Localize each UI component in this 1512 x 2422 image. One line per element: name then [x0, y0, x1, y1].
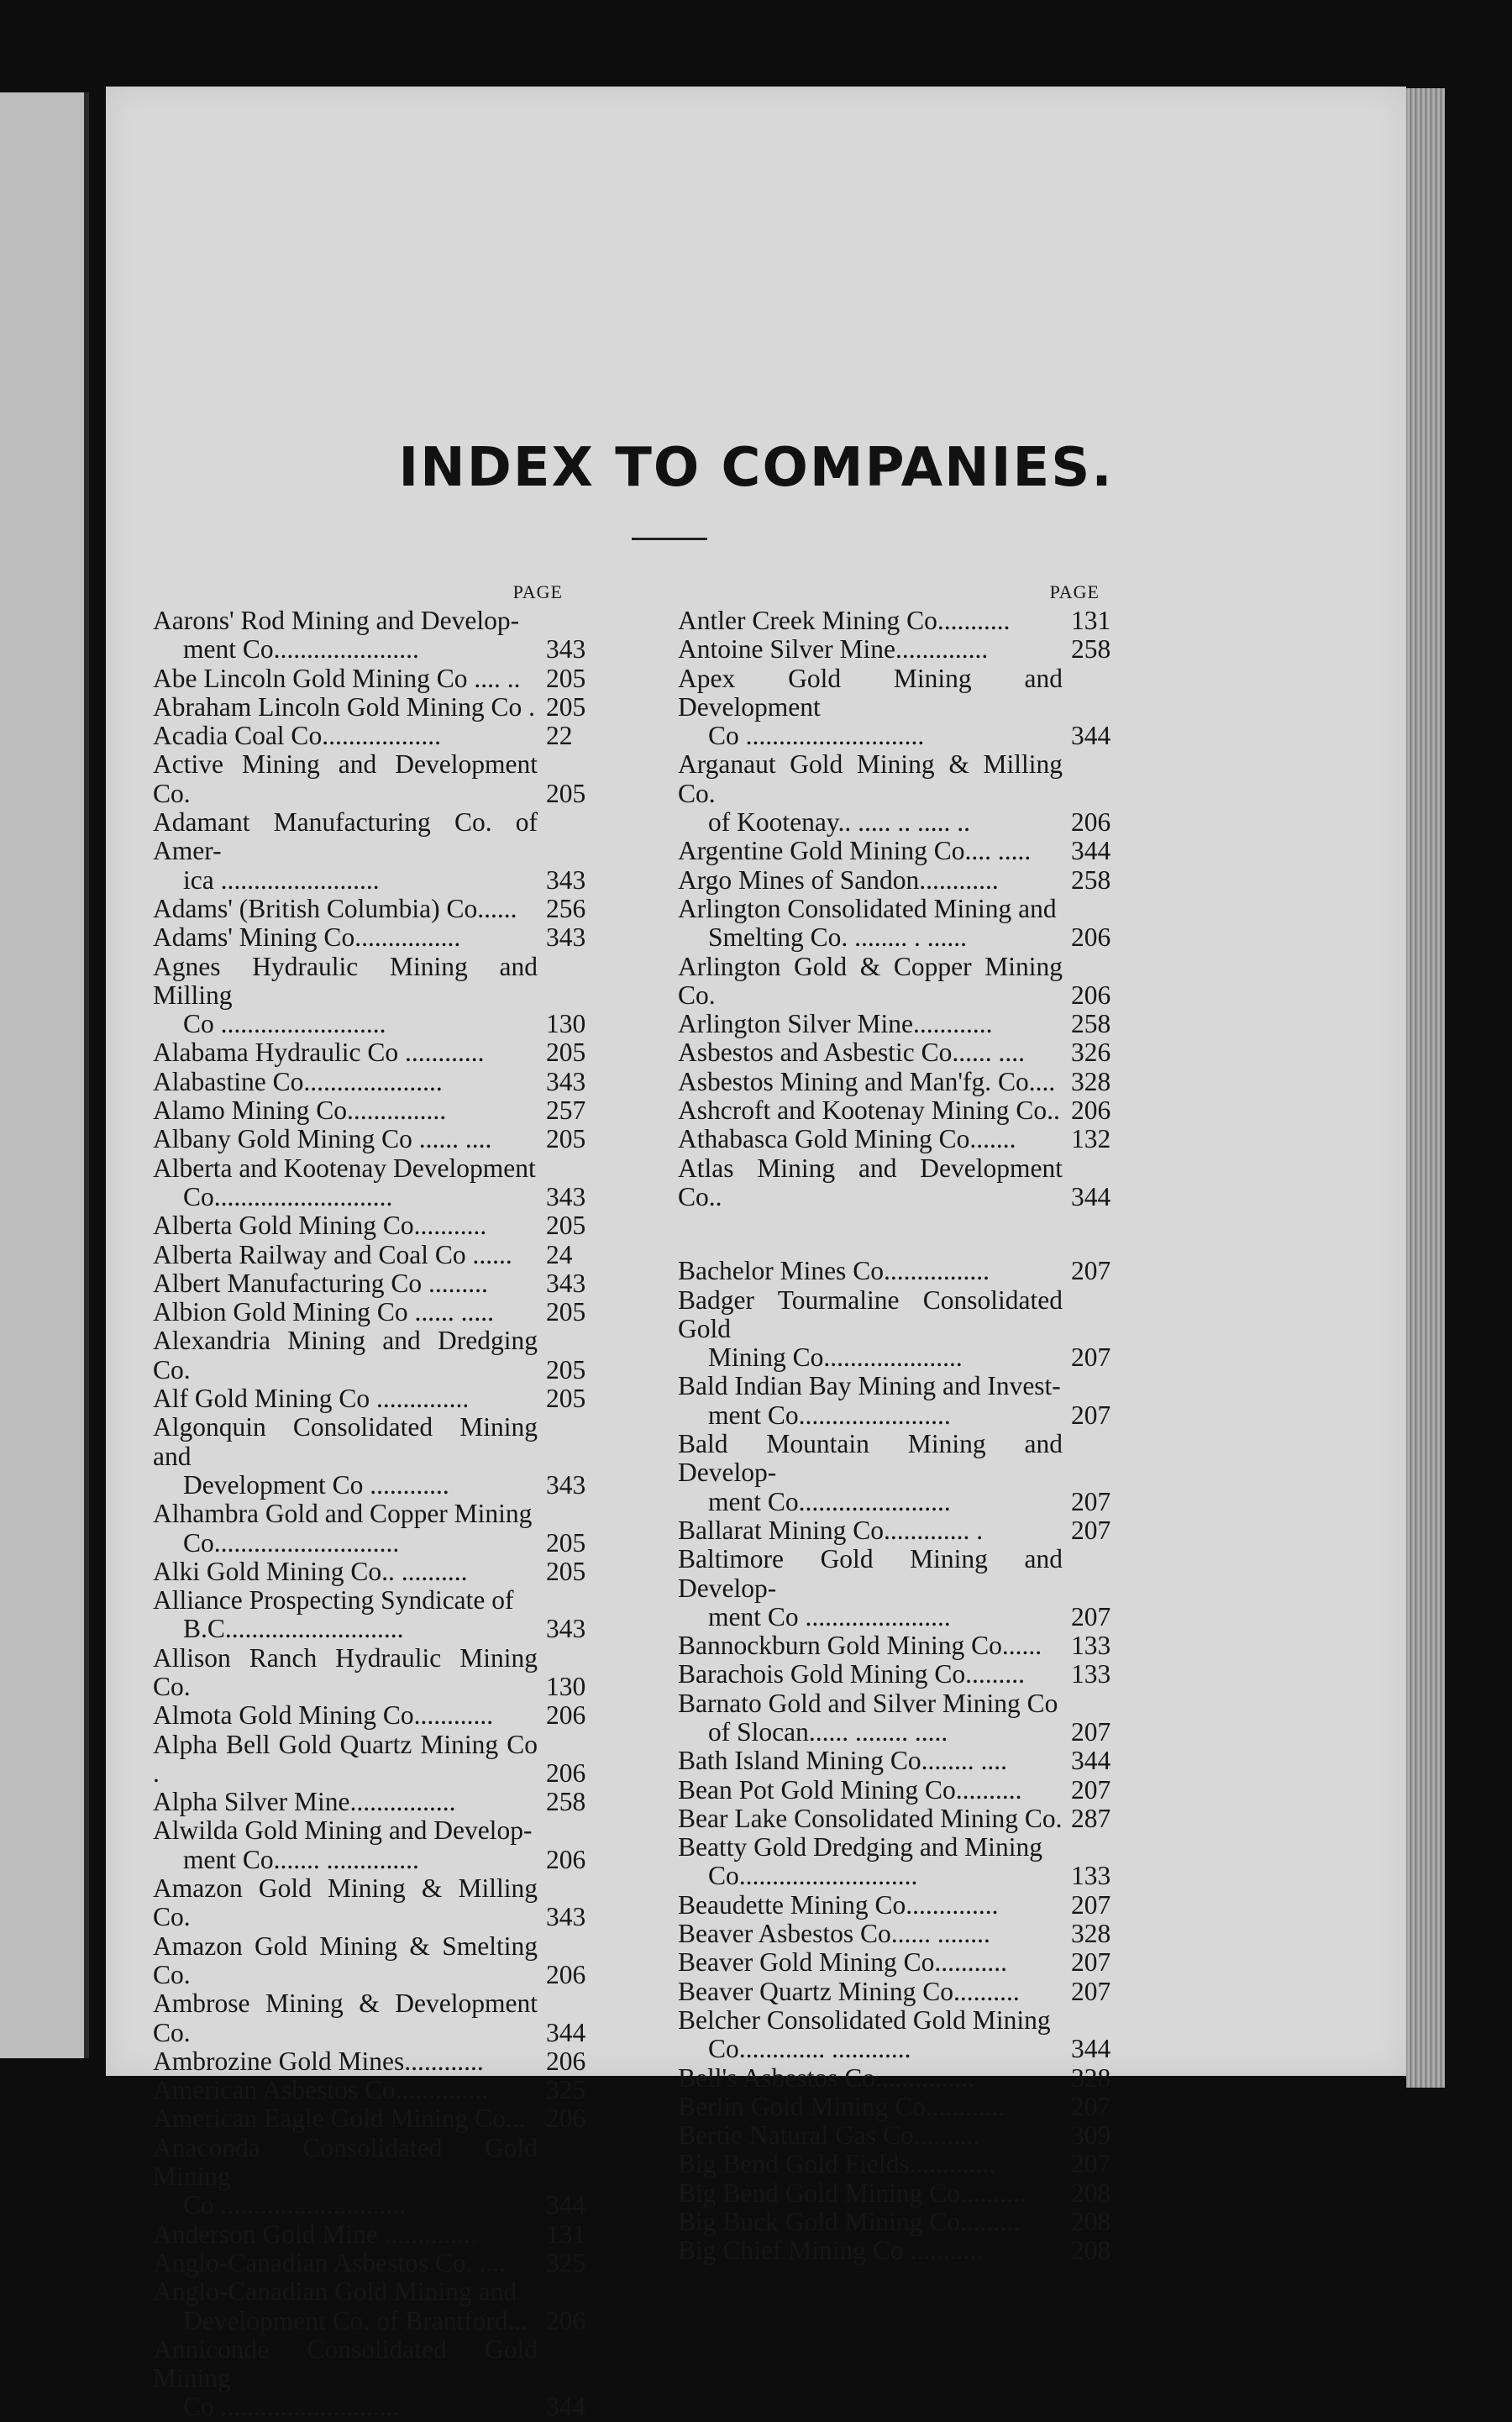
entry-name: Big Bend Gold Mining Co..........	[678, 2178, 1026, 2208]
entry-name: Anglo-Canadian Asbestos Co. ....	[153, 2247, 506, 2278]
entry-name: Beatty Gold Dredging and Mining	[678, 1832, 1042, 1862]
entry-page-number: 326	[1071, 1038, 1111, 1068]
entry-page-number: 207	[1071, 2149, 1111, 2179]
index-entry	[678, 1805, 1123, 1833]
entry-name: Beaver Asbestos Co...... ........	[678, 1919, 990, 1949]
entry-page-number: 22	[546, 721, 573, 751]
entry-name: Albert Manufacturing Co .........	[153, 1268, 488, 1298]
entry-continuation: Co...........................	[708, 1861, 918, 1891]
index-entry	[678, 895, 1123, 953]
entry-name: Bear Lake Consolidated Mining Co.	[678, 1803, 1063, 1833]
entry-name: Argentine Gold Mining Co.... .....	[678, 836, 1032, 866]
entry-name: Big Buck Gold Mining Co.........	[678, 2207, 1020, 2237]
index-entry	[678, 2064, 1123, 2093]
entry-page-number: 257	[546, 1095, 586, 1126]
entry-page-number: 205	[546, 691, 586, 722]
entry-list-left	[153, 607, 598, 2422]
index-entry	[153, 1327, 598, 1384]
entry-continuation: Development Co. of Brantford...	[183, 2305, 528, 2335]
index-entry	[153, 2047, 598, 2076]
entry-continuation: Co ...........................	[708, 721, 925, 751]
index-entry	[678, 1776, 1123, 1805]
entry-page-number: 207	[1071, 1486, 1111, 1516]
entry-name: Beaver Gold Mining Co...........	[678, 1947, 1007, 1978]
entry-name: Bald Mountain Mining and Develop-	[678, 1429, 1063, 1488]
entry-name: Amazon Gold Mining & Smelting Co.	[153, 1931, 538, 1989]
entry-name: Atlas Mining and Development Co..	[678, 1153, 1063, 1211]
entry-page-number: 343	[546, 1614, 586, 1644]
index-entry	[153, 722, 598, 750]
entry-page-number: 206	[546, 2046, 586, 2076]
entry-name: Abraham Lincoln Gold Mining Co .	[153, 691, 535, 722]
index-entry	[678, 837, 1123, 865]
entry-page-number: 344	[1071, 721, 1111, 751]
entry-name: Antler Creek Mining Co...........	[678, 606, 1011, 635]
index-entry	[678, 953, 1123, 1011]
index-entry	[678, 1125, 1123, 1153]
entry-continuation: Mining Co.....................	[708, 1342, 963, 1373]
entry-name: Arlington Gold & Copper Mining Co.	[678, 951, 1063, 1010]
entry-page-number: 206	[546, 1757, 586, 1788]
index-entry	[153, 1241, 598, 1269]
entry-name: Algonquin Consolidated Mining and	[153, 1412, 538, 1471]
entry-name: Asbestos and Asbestic Co...... ....	[678, 1038, 1025, 1068]
index-entry	[153, 1298, 598, 1327]
entry-page-number: 206	[546, 2305, 586, 2335]
entry-name: Beaver Quartz Mining Co..........	[678, 1976, 1020, 2006]
page-stack-edge	[1406, 88, 1445, 2088]
entry-name: Bertie Natural Gas Co..........	[678, 2120, 980, 2151]
entry-name: Apex Gold Mining and Development	[678, 663, 1063, 722]
entry-page-number: 205	[546, 1297, 586, 1327]
entry-page-number: 344	[1071, 1746, 1111, 1776]
entry-page-number: 206	[546, 2104, 586, 2134]
entry-name: Aarons' Rod Mining and Develop-	[153, 606, 520, 635]
index-entry	[153, 2278, 598, 2335]
entry-page-number: 343	[546, 634, 586, 665]
index-entry	[678, 1286, 1123, 1373]
entry-page-number: 207	[1071, 1976, 1111, 2006]
entry-page-number: 208	[1071, 2207, 1111, 2237]
index-entry	[678, 1154, 1123, 1212]
entry-name: Alpha Bell Gold Quartz Mining Co .	[153, 1729, 538, 1788]
entry-name: Adams' Mining Co................	[153, 922, 461, 953]
entry-page-number: 205	[546, 1384, 586, 1414]
page-column-heading: PAGE	[1049, 581, 1100, 602]
entry-page-number: 343	[546, 1268, 586, 1298]
entry-page-number: 207	[1071, 1889, 1111, 1920]
entry-name: Alwilda Gold Mining and Develop-	[153, 1815, 533, 1846]
entry-page-number: 207	[1071, 1601, 1111, 1631]
entry-page-number: 344	[546, 2017, 586, 2047]
entry-page-number: 287	[1071, 1803, 1111, 1833]
entry-page-number: 344	[1071, 2034, 1111, 2064]
page-title: INDEX TO COMPANIES.	[398, 437, 1114, 499]
entry-page-number: 207	[1071, 1400, 1111, 1430]
entry-name: Alliance Prospecting Syndicate of	[153, 1585, 514, 1616]
entry-page-number: 343	[546, 1181, 586, 1211]
entry-page-number: 207	[1071, 2091, 1111, 2121]
index-entry	[678, 1545, 1123, 1631]
entry-name: Badger Tourmaline Consolidated Gold	[678, 1285, 1063, 1343]
index-entry	[678, 1891, 1123, 1920]
entry-name: Alpha Silver Mine................	[153, 1787, 456, 1817]
entry-page-number: 206	[1071, 807, 1111, 838]
index-entry	[678, 2121, 1123, 2150]
entry-name: Albion Gold Mining Co ...... .....	[153, 1297, 495, 1327]
entry-page-number: 133	[1071, 1631, 1111, 1661]
index-entry	[153, 1068, 598, 1096]
index-entry	[153, 607, 598, 665]
index-entry	[153, 2104, 598, 2133]
entry-continuation: B.C...........................	[183, 1614, 404, 1644]
entry-page-number: 343	[546, 864, 586, 895]
entry-page-number: 205	[546, 1124, 586, 1154]
page-column-heading: PAGE	[512, 581, 563, 602]
entry-page-number: 207	[1071, 1716, 1111, 1747]
index-entry	[153, 2220, 598, 2249]
entry-name: Argo Mines of Sandon............	[678, 864, 999, 895]
entry-name: Bell's Asbestos Co...............	[678, 2062, 975, 2093]
entry-name: Bachelor Mines Co................	[678, 1256, 990, 1286]
entry-page-number: 325	[546, 2247, 586, 2278]
entry-name: Adamant Manufacturing Co. of Amer-	[153, 807, 538, 866]
index-entry	[153, 1788, 598, 1816]
facing-page-edge	[0, 92, 89, 2058]
entry-page-number: 205	[546, 1354, 586, 1384]
entry-page-number: 344	[546, 2392, 586, 2422]
entry-continuation: Co ............................	[183, 2190, 407, 2220]
index-entry	[153, 1874, 598, 1932]
entry-name: Anderson Gold Mine ..............	[153, 2219, 477, 2249]
index-entry	[678, 1372, 1123, 1430]
index-entry	[153, 1384, 598, 1413]
index-entry	[153, 1096, 598, 1125]
entry-page-number: 205	[546, 1527, 586, 1558]
index-entry	[678, 1948, 1123, 1977]
entry-page-number: 206	[546, 1959, 586, 1989]
entry-page-number: 207	[1071, 1515, 1111, 1545]
entry-page-number: 343	[546, 1469, 586, 1500]
entry-name: Anaconda Consolidated Gold Mining	[153, 2132, 538, 2192]
index-entry	[153, 1038, 598, 1067]
index-entry	[678, 2093, 1123, 2121]
entry-name: Berlin Gold Mining Co............	[678, 2091, 1005, 2121]
entry-name: Almota Gold Mining Co............	[153, 1700, 494, 1731]
entry-page-number: 208	[1071, 2178, 1111, 2208]
entry-name: Amazon Gold Mining & Milling Co.	[153, 1873, 538, 1932]
entry-page-number: 206	[1071, 1095, 1111, 1126]
index-entry	[678, 2179, 1123, 2208]
entry-page-number: 205	[546, 663, 586, 693]
entry-name: Anniconde Consolidated Gold Mining	[153, 2334, 538, 2393]
entry-continuation: Co............................	[183, 1527, 400, 1558]
entry-page-number: 258	[1071, 1009, 1111, 1039]
index-entry	[678, 750, 1123, 837]
index-entry	[153, 1701, 598, 1730]
index-entry	[678, 1430, 1123, 1516]
entry-continuation: ica ........................	[183, 864, 380, 895]
index-entry	[153, 1644, 598, 1702]
entry-continuation: of Kootenay.. ..... .. ..... ..	[708, 807, 971, 838]
entry-page-number: 205	[546, 778, 586, 808]
entry-page-number: 328	[1071, 1919, 1111, 1949]
entry-name: Barnato Gold and Silver Mining Co	[678, 1688, 1058, 1718]
entry-name: Alhambra Gold and Copper Mining	[153, 1499, 533, 1529]
entry-page-number: 343	[546, 1066, 586, 1096]
index-entry	[153, 2134, 598, 2220]
entry-continuation: ment Co.......................	[708, 1486, 951, 1516]
index-entry	[678, 866, 1123, 895]
entry-page-number: 24	[546, 1239, 573, 1269]
entry-name: American Eagle Gold Mining Co...	[153, 2104, 526, 2134]
index-entry	[153, 693, 598, 722]
index-entry	[153, 665, 598, 693]
entry-name: Alf Gold Mining Co ..............	[153, 1384, 470, 1414]
entry-name: Alabama Hydraulic Co ............	[153, 1038, 485, 1068]
entry-page-number: 205	[546, 1211, 586, 1241]
entry-name: Anglo-Canadian Gold Mining and	[153, 2277, 517, 2307]
index-entry	[678, 1010, 1123, 1038]
index-entry	[678, 1096, 1123, 1125]
entry-name: Alberta and Kootenay Development	[153, 1153, 536, 1183]
entry-name: Alberta Railway and Coal Co ......	[153, 1239, 512, 1269]
entry-page-number: 343	[546, 1902, 586, 1932]
entry-name: Asbestos Mining and Man'fg. Co....	[678, 1066, 1056, 1096]
entry-name: Ambrose Mining & Development Co.	[153, 1989, 538, 2047]
entry-name: Bath Island Mining Co........ ....	[678, 1746, 1007, 1776]
index-entry	[678, 665, 1123, 751]
entry-page-number: 206	[1071, 922, 1111, 953]
entry-continuation: Development Co ............	[183, 1469, 449, 1500]
index-entry	[153, 1125, 598, 1153]
entry-continuation: Smelting Co. ........ . ......	[708, 922, 968, 953]
entry-page-number: 344	[1071, 1181, 1111, 1211]
index-entry	[678, 2150, 1123, 2178]
entry-continuation: Co .........................	[183, 1009, 386, 1039]
index-entry	[153, 953, 598, 1039]
entry-name: Alexandria Mining and Dredging Co.	[153, 1326, 538, 1384]
entry-name: Antoine Silver Mine..............	[678, 634, 989, 665]
entry-name: Albany Gold Mining Co ...... ....	[153, 1124, 492, 1154]
index-entry	[678, 607, 1123, 635]
entry-page-number: 206	[546, 1844, 586, 1874]
index-entry	[153, 1989, 598, 2047]
index-entry	[678, 635, 1123, 664]
entry-name: Ambrozine Gold Mines............	[153, 2046, 484, 2076]
index-entry	[153, 1932, 598, 1990]
index-entry	[153, 808, 598, 895]
index-entry	[678, 1747, 1123, 1775]
entry-page-number: 206	[546, 1700, 586, 1731]
entry-name: Adams' (British Columbia) Co......	[153, 893, 517, 923]
entry-page-number: 205	[546, 1556, 586, 1586]
entry-name: Bannockburn Gold Mining Co......	[678, 1631, 1042, 1661]
entry-name: Bean Pot Gold Mining Co..........	[678, 1774, 1022, 1805]
entry-page-number: 343	[546, 922, 586, 953]
entry-name: Barachois Gold Mining Co.........	[678, 1659, 1025, 1689]
entry-page-number: 344	[546, 2190, 586, 2220]
entry-page-number: 207	[1071, 1256, 1111, 1286]
index-column-left	[153, 580, 598, 2422]
entry-name: Big Bend Gold Fields.............	[678, 2149, 996, 2179]
index-entry	[678, 2006, 1123, 2064]
index-entry	[153, 1211, 598, 1240]
index-entry	[678, 1038, 1123, 1067]
index-entry	[153, 1500, 598, 1558]
index-entry	[153, 2076, 598, 2104]
title-rule	[632, 538, 707, 540]
entry-name: Alabastine Co.....................	[153, 1066, 443, 1096]
index-entry	[678, 2208, 1123, 2236]
entry-page-number: 205	[546, 1038, 586, 1068]
index-entry	[678, 1660, 1123, 1689]
entry-page-number: 206	[1071, 980, 1111, 1010]
entry-continuation: ment Co ......................	[708, 1601, 951, 1631]
index-entry	[153, 895, 598, 923]
index-entry	[678, 1516, 1123, 1545]
entry-name: Agnes Hydraulic Mining and Milling	[153, 951, 538, 1010]
entry-page-number: 132	[1071, 1124, 1111, 1154]
entry-name: Arlington Silver Mine............	[678, 1009, 993, 1039]
entry-name: Abe Lincoln Gold Mining Co .... ..	[153, 663, 521, 693]
entry-continuation: of Slocan...... ........ .....	[708, 1716, 948, 1747]
entry-page-number: 256	[546, 893, 586, 923]
entry-name: Bald Indian Bay Mining and Invest-	[678, 1371, 1061, 1401]
entry-page-number: 130	[546, 1671, 586, 1701]
index-entry	[153, 1154, 598, 1212]
entry-page-number: 328	[1071, 2062, 1111, 2093]
index-entry	[153, 1269, 598, 1298]
entry-page-number: 258	[546, 1787, 586, 1817]
entry-page-number: 207	[1071, 1342, 1111, 1373]
entry-name: Athabasca Gold Mining Co.......	[678, 1124, 1016, 1154]
index-entry	[153, 1558, 598, 1586]
entry-page-number: 328	[1071, 1066, 1111, 1096]
entry-continuation: Co...........................	[183, 1181, 393, 1211]
index-entry	[678, 1978, 1123, 2006]
entry-page-number: 208	[1071, 2235, 1111, 2266]
index-entry	[153, 1413, 598, 1500]
entry-name: Arganaut Gold Mining & Milling Co.	[678, 749, 1063, 808]
entry-name: Belcher Consolidated Gold Mining	[678, 2004, 1051, 2035]
entry-name: Baltimore Gold Mining and Develop-	[678, 1544, 1063, 1603]
entry-name: Active Mining and Development Co.	[153, 749, 538, 808]
index-entry	[678, 1920, 1123, 1948]
entry-name: Beaudette Mining Co..............	[678, 1889, 999, 1920]
entry-name: Ashcroft and Kootenay Mining Co..	[678, 1095, 1060, 1126]
section-gap	[678, 1211, 1123, 1257]
entry-page-number: 130	[546, 1009, 586, 1039]
index-entry	[678, 1257, 1123, 1285]
entry-page-number: 133	[1071, 1659, 1111, 1689]
entry-name: Acadia Coal Co..................	[153, 721, 441, 751]
entry-page-number: 131	[546, 2219, 586, 2249]
entry-page-number: 258	[1071, 634, 1111, 665]
entry-page-number: 207	[1071, 1947, 1111, 1978]
index-entry	[153, 1586, 598, 1644]
entry-page-number: 344	[1071, 836, 1111, 866]
index-entry	[678, 1631, 1123, 1660]
entry-name: American Asbestos Co..............	[153, 2075, 488, 2105]
entry-continuation: ment Co.......................	[708, 1400, 951, 1430]
entry-name: Alki Gold Mining Co.. ..........	[153, 1556, 468, 1586]
index-column-right	[678, 580, 1123, 2266]
entry-page-number: 309	[1071, 2120, 1111, 2151]
index-entry	[153, 2335, 598, 2422]
entry-name: Alberta Gold Mining Co...........	[153, 1211, 487, 1241]
entry-page-number: 133	[1071, 1861, 1111, 1891]
entry-continuation: ment Co....... ..............	[183, 1844, 419, 1874]
index-entry	[678, 2236, 1123, 2265]
entry-name: Ballarat Mining Co............. .	[678, 1515, 984, 1545]
index-entry	[153, 1816, 598, 1874]
entry-name: Allison Ranch Hydraulic Mining Co.	[153, 1642, 538, 1701]
index-entry	[153, 750, 598, 808]
entry-list-right	[678, 607, 1123, 2266]
entry-name: Arlington Consolidated Mining and	[678, 893, 1057, 923]
index-entry	[153, 923, 598, 952]
entry-name: Alamo Mining Co...............	[153, 1095, 447, 1126]
entry-page-number: 131	[1071, 606, 1111, 635]
entry-page-number: 207	[1071, 1774, 1111, 1805]
index-entry	[153, 2249, 598, 2278]
index-entry	[678, 1689, 1123, 1747]
entry-page-number: 325	[546, 2075, 586, 2105]
index-entry	[153, 1731, 598, 1789]
index-entry	[678, 1833, 1123, 1891]
entry-continuation: ment Co......................	[183, 634, 419, 665]
entry-continuation: Co............. ............	[708, 2034, 911, 2064]
entry-name: Big Chief Mining Co ...........	[678, 2235, 984, 2266]
entry-page-number: 258	[1071, 864, 1111, 895]
entry-continuation: Co ...........................	[183, 2392, 400, 2422]
index-entry	[678, 1068, 1123, 1096]
